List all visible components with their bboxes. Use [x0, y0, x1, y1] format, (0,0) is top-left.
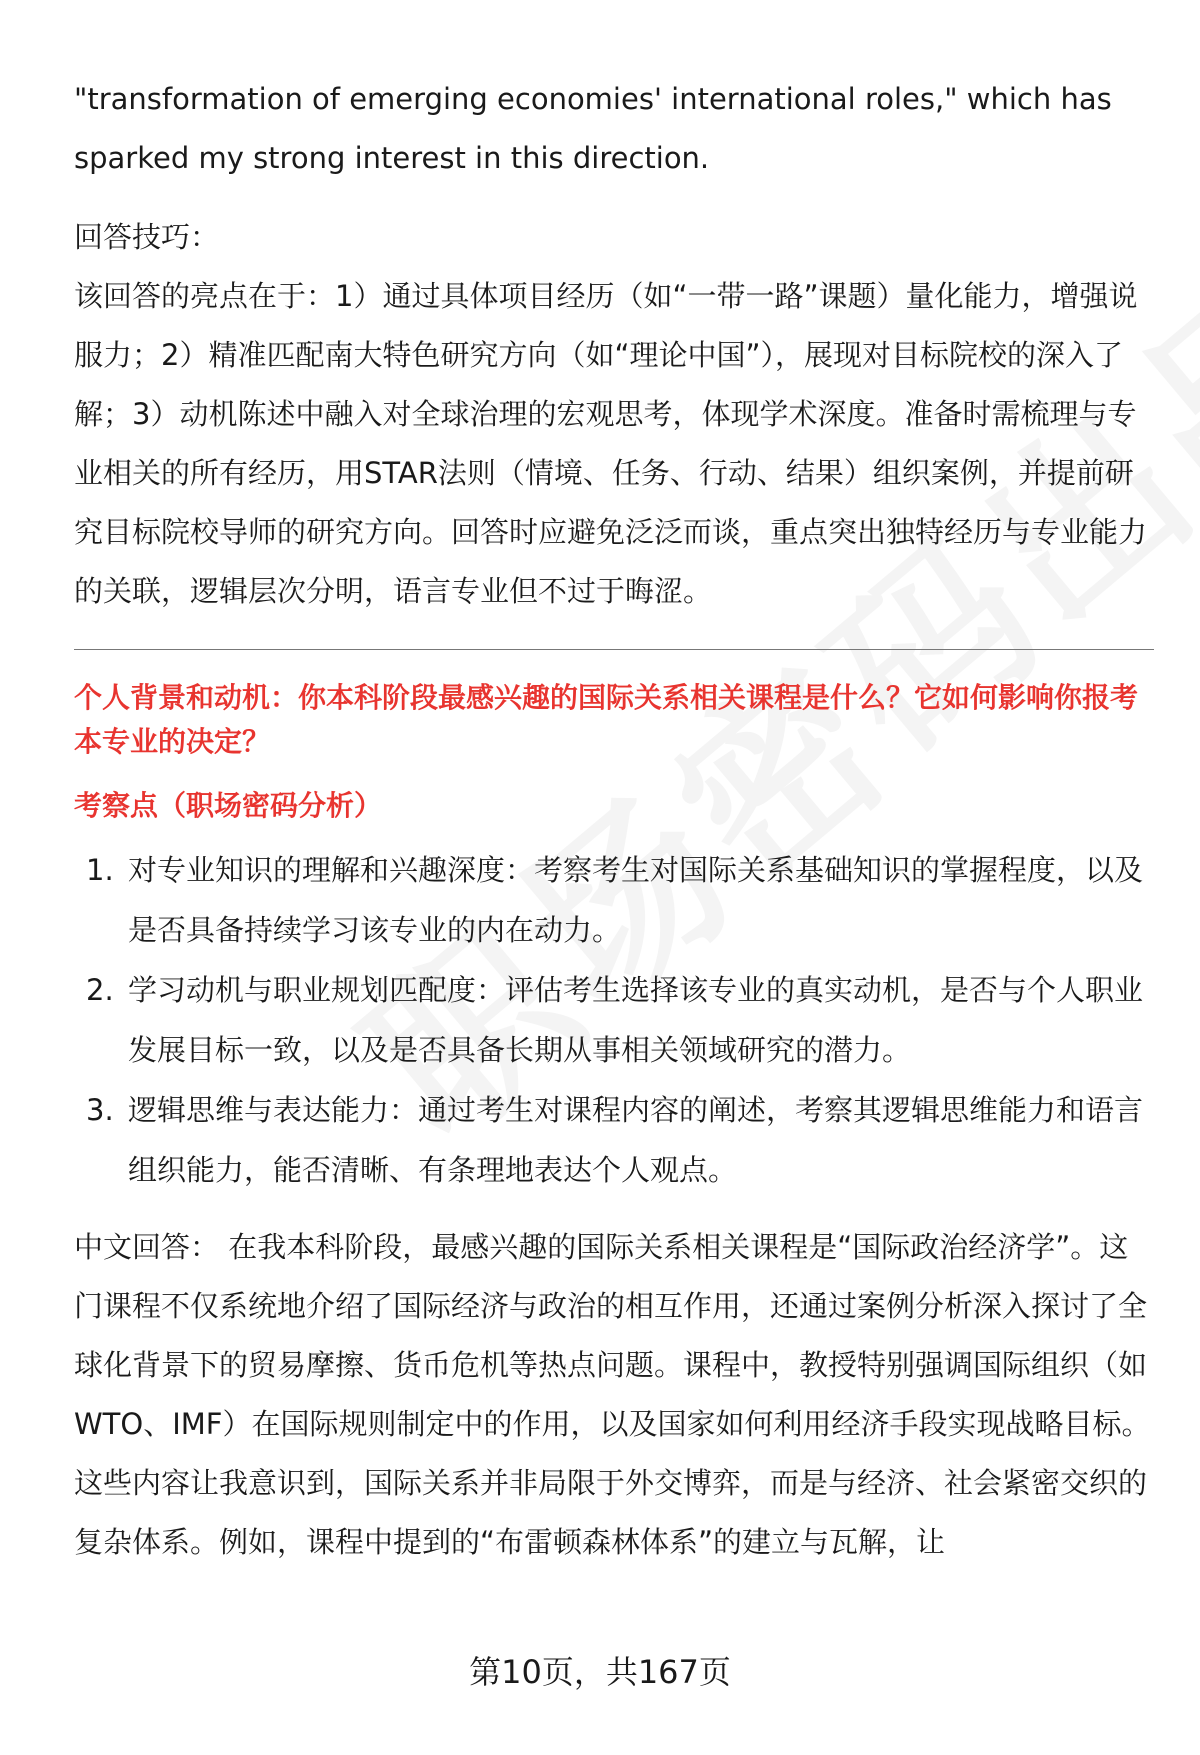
list-item-text: 学习动机与职业规划匹配度：评估考生选择该专业的真实动机，是否与个人职业发展目标一致，以及是否具备长期从事相关领域研究的潜力。	[128, 973, 1144, 1067]
analysis-list	[74, 840, 1154, 1200]
answer-paragraph: 中文回答： 在我本科阶段，最感兴趣的国际关系相关课程是“国际政治经济学”。这门课程不仅系统地介绍了国际经济与政治的相互作用，还通过案例分析深入探讨了全球化背景下的贸易摩擦、货币危机等热点问题。课程中，教授特别强调国际组织（如WTO、IMF）在国际规则制定中的作用，以及国家如何利用经济手段实现战略目标。这些内容让我意识到，国际关系并非局限于外交博弈，而是与经济、社会紧密交织的复杂体系。例如，课程中提到的“布雷顿森林体系”的建立与瓦解，让	[74, 1230, 1151, 1559]
question-heading: 个人背景和动机：你本科阶段最感兴趣的国际关系相关课程是什么？它如何影响你报考本专业的决定？	[74, 681, 1139, 758]
list-item-number: 2.	[86, 973, 114, 1007]
analysis-heading: 考察点（职场密码分析）	[74, 789, 383, 822]
list-item-number: 3.	[86, 1093, 114, 1127]
section-divider	[74, 649, 1154, 650]
list-item-text: 逻辑思维与表达能力：通过考生对课程内容的阐述，考察其逻辑思维能力和语言组织能力，能否清晰、有条理地表达个人观点。	[128, 1093, 1144, 1187]
intro-paragraph: "transformation of emerging economies' international roles," which has sparked my strong interest in this direction.	[74, 82, 1112, 175]
list-item	[74, 960, 1154, 1080]
tips-paragraph: 该回答的亮点在于：1）通过具体项目经历（如“一带一路”课题）量化能力，增强说服力；2）精准匹配南大特色研究方向（如“理论中国”），展现对目标院校的深入了解；3）动机陈述中融入对全球治理的宏观思考，体现学术深度。准备时需梳理与专业相关的所有经历，用STAR法则（情境、任务、行动、结果）组织案例，并提前研究目标院校导师的研究方向。回答时应避免泛泛而谈，重点突出独特经历与专业能力的关联，逻辑层次分明，语言专业但不过于晦涩。	[74, 279, 1148, 608]
list-item-text: 对专业知识的理解和兴趣深度：考察考生对国际关系基础知识的掌握程度，以及是否具备持续学习该专业的内在动力。	[128, 853, 1144, 947]
list-item-number: 1.	[86, 853, 114, 887]
page-number: 第10页，共167页	[469, 1653, 731, 1691]
list-item	[74, 1080, 1154, 1200]
list-item	[74, 840, 1154, 960]
document-page	[74, 70, 1154, 1572]
tips-title: 回答技巧：	[74, 220, 220, 254]
